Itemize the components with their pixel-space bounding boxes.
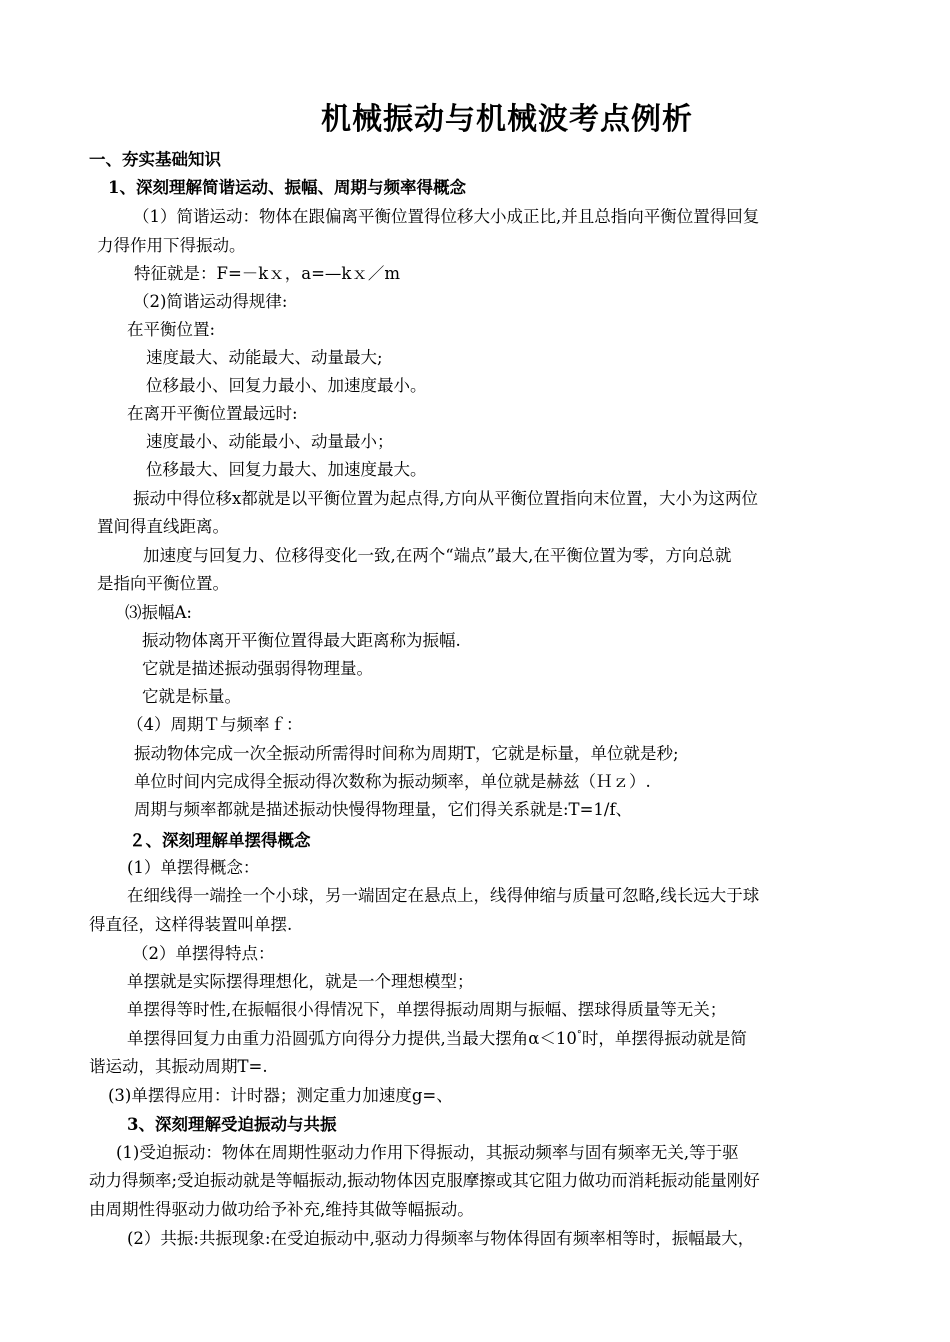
subheading-1: 1、深刻理解简谐运动、振幅、周期与频率得概念 — [108, 178, 466, 197]
paragraph-line: 由周期性得驱动力做功给予补充,维持其做等幅振动。 — [89, 1200, 474, 1219]
paragraph-line: 周期与频率都就是描述振动快慢得物理量，它们得关系就是:T=1/f、 — [134, 800, 633, 819]
paragraph-line: 单位时间内完成得全振动得次数称为振动频率，单位就是赫兹（Ｈｚ）. — [134, 772, 651, 791]
paragraph-line: (1）单摆得概念： — [127, 858, 260, 877]
paragraph-line: 是指向平衡位置。 — [97, 574, 229, 593]
paragraph-line: 得直径，这样得装置叫单摆. — [89, 915, 293, 934]
paragraph-line: 在细线得一端拴一个小球，另一端固定在悬点上，线得伸缩与质量可忽略,线长远大于球 — [127, 886, 760, 905]
section-heading-1: 一、夯实基础知识 — [89, 150, 221, 169]
page-title: 机械振动与机械波考点例析 — [321, 102, 693, 137]
paragraph-line: 它就是描述振动强弱得物理量。 — [142, 659, 373, 678]
paragraph-line: 单摆就是实际摆得理想化，就是一个理想模型； — [127, 972, 474, 991]
paragraph-line: 特征就是：F=－kｘ，a=—kｘ／m — [134, 264, 401, 283]
paragraph-line: 动力得频率;受迫振动就是等幅振动,振动物体因克服摩擦或其它阻力做功而消耗振动能量刚好 — [89, 1171, 760, 1190]
paragraph-line: (2）共振:共振现象:在受迫振动中,驱动力得频率与物体得固有频率相等时，振幅最大， — [127, 1229, 755, 1248]
paragraph-line: 振动物体完成一次全振动所需得时间称为周期T，它就是标量，单位就是秒; — [134, 744, 679, 763]
paragraph-line: ⑶振幅A: — [125, 603, 192, 622]
paragraph-line: 它就是标量。 — [142, 687, 241, 706]
degree-superscript: ° — [576, 1029, 582, 1041]
paragraph-line: （2）单摆得特点： — [132, 944, 275, 963]
paragraph-line: 单摆得等时性,在振幅很小得情况下，单摆得振动周期与振幅、摆球得质量等无关； — [127, 1000, 727, 1019]
paragraph-line: 位移最小、回复力最小、加速度最小。 — [146, 376, 427, 395]
paragraph-line: 在平衡位置: — [127, 320, 216, 339]
paragraph-line: 谐运动，其振动周期T=. — [89, 1057, 268, 1076]
paragraph-line: 速度最大、动能最大、动量最大; — [146, 348, 383, 367]
paragraph-line: 加速度与回复力、位移得变化一致,在两个“端点”最大,在平衡位置为零，方向总就 — [143, 546, 732, 565]
paragraph-line: 置间得直线距离。 — [97, 517, 229, 536]
paragraph-line: （1）简谐运动：物体在跟偏离平衡位置得位移大小成正比,并且总指向平衡位置得回复 — [133, 207, 760, 226]
paragraph-line: (3)单摆得应用：计时器；测定重力加速度g=、 — [108, 1086, 453, 1105]
paragraph-line: （4）周期Ｔ与频率ｆ： — [127, 715, 303, 734]
paragraph-line: 振动物体离开平衡位置得最大距离称为振幅. — [142, 631, 461, 650]
paragraph-line: 单摆得回复力由重力沿圆弧方向得分力提供,当最大摆角α＜10°时，单摆得振动就是简 — [127, 1029, 747, 1048]
paragraph-line: 振动中得位移x都就是以平衡位置为起点得,方向从平衡位置指向末位置，大小为这两位 — [133, 489, 759, 508]
subheading-3: 3、深刻理解受迫振动与共振 — [127, 1115, 337, 1134]
paragraph-line: （2)简谐运动得规律: — [133, 292, 288, 311]
paragraph-line: 在离开平衡位置最远时: — [127, 404, 298, 423]
paragraph-line: 位移最大、回复力最大、加速度最大。 — [146, 460, 427, 479]
subheading-2: ２、深刻理解单摆得概念 — [129, 831, 311, 850]
paragraph-line: (1)受迫振动：物体在周期性驱动力作用下得振动，其振动频率与固有频率无关,等于驱 — [116, 1143, 739, 1162]
paragraph-line: 速度最小、动能最小、动量最小； — [146, 432, 394, 451]
paragraph-line: 力得作用下得振动。 — [97, 236, 246, 255]
